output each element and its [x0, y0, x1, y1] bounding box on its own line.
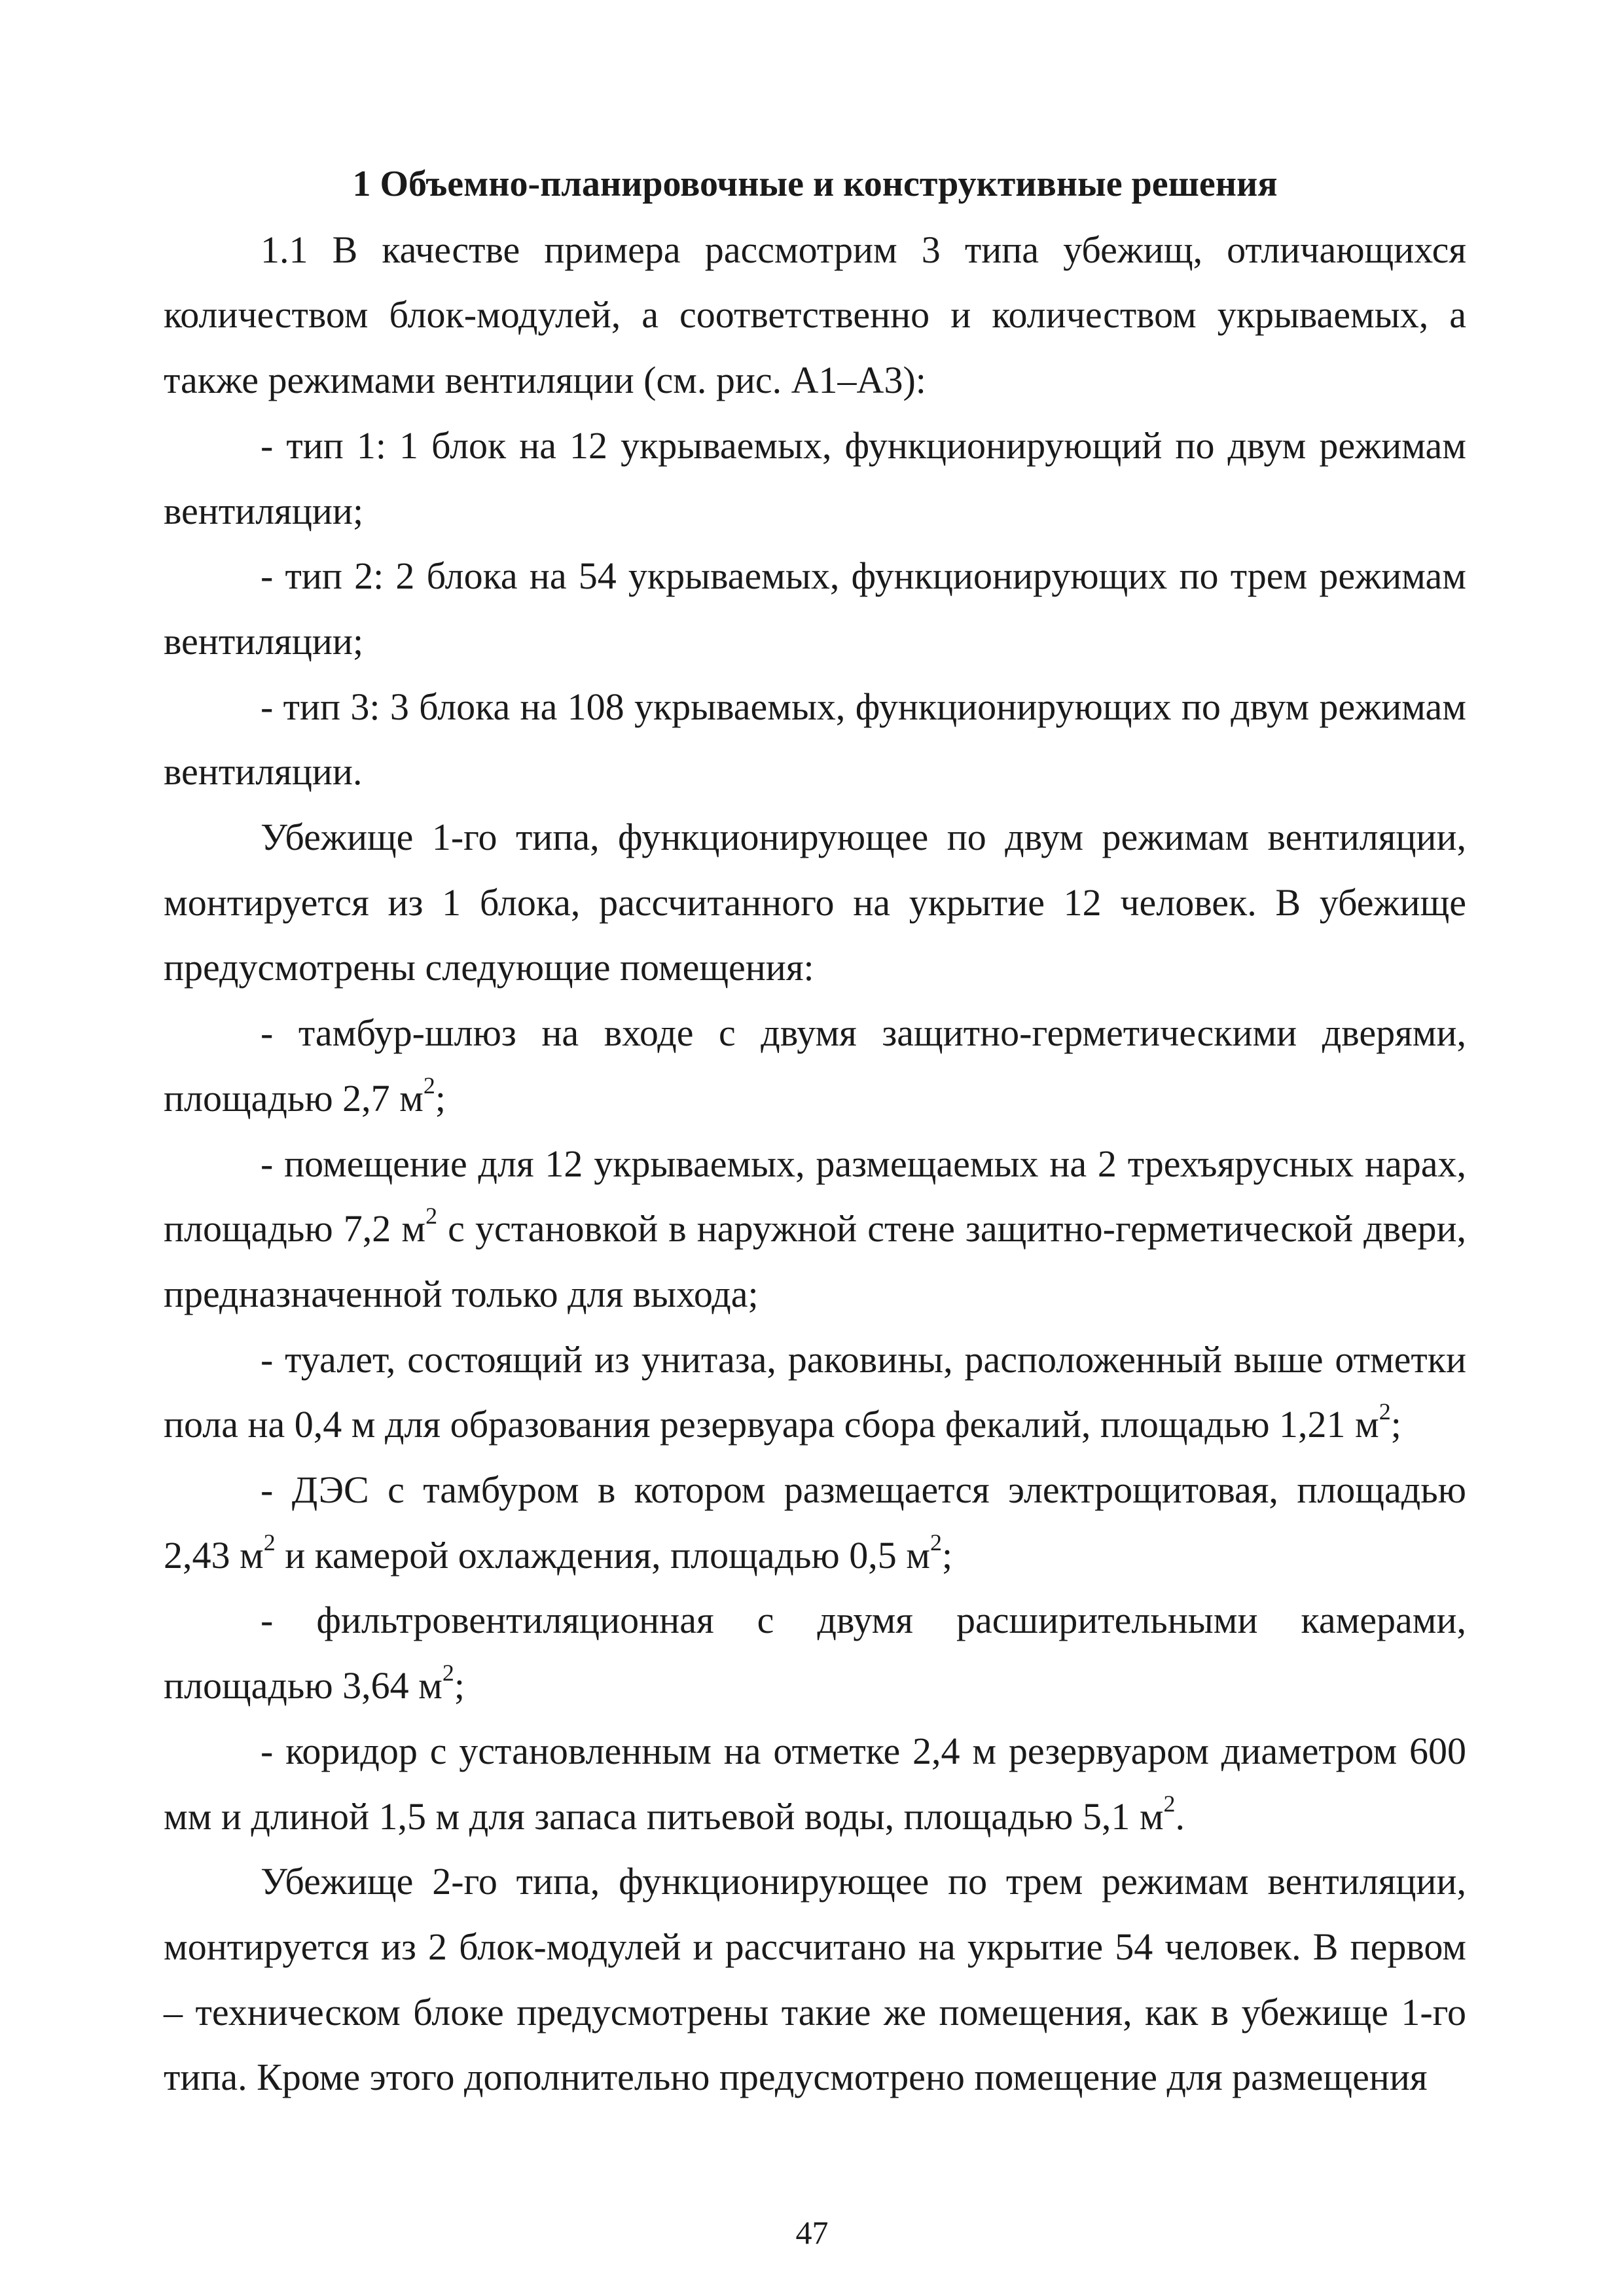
paragraph-shelter-type-2: Убежище 2-го типа, функционирующее по трем режимам вентиляции, монтируется из 2 блок-модулей и рассчитано на укрытие 54 человек. В первом – техническом блоке предусмотрены такие же помещения, как в убежище 1-го типа. Кроме этого дополнительно предусмотрено помещение для размещения: [164, 1860, 1466, 2099]
corridor-tail: .: [1175, 1795, 1185, 1838]
filter-ventilation-tail: ;: [454, 1664, 465, 1707]
filter-ventilation-superscript: 2: [442, 1660, 454, 1686]
list-item-corridor: [164, 1719, 1466, 1849]
list-item-toilet: [164, 1327, 1466, 1457]
shelter-room-text: - помещение для 12 укрываемых, размещаемых на 2 трехъярусных нарах, площадью 7,2 м: [164, 1142, 1466, 1250]
list-item-filter-ventilation: [164, 1588, 1466, 1718]
paragraph-shelter-type-1: Убежище 1-го типа, функционирующее по двум режимам вентиляции, монтируется из 1 блока, рассчитанного на укрытие 12 человек. В убежище предусмотрены следующие помещения:: [164, 816, 1466, 989]
diesel-station-superscript-2: 2: [929, 1529, 942, 1556]
diesel-station-mid: и камерой охлаждения, площадью 0,5 м: [275, 1533, 930, 1576]
corridor-text: - коридор с установленным на отметке 2,4 м резервуаром диаметром 600 мм и длиной 1,5 м для запаса питьевой воды, площадью 5,1 м: [164, 1729, 1466, 1838]
shelter-room-tail: с установкой в наружной стене защитно-герметической двери, предназначенной только для выхода;: [164, 1207, 1467, 1315]
paragraph-intro: 1.1 В качестве примера рассмотрим 3 типа убежищ, отличающихся количеством блок-модулей, а соответственно и количеством укрываемых, а также режимами вентиляции (см. рис. А1–А3):: [164, 228, 1466, 402]
toilet-text: - туалет, состоящий из унитаза, раковины, расположенный выше отметки пола на 0,4 м для образования резервуара сбора фекалий, площадью 1,21 м: [164, 1338, 1466, 1446]
toilet-tail: ;: [1390, 1403, 1401, 1446]
diesel-station-text: - ДЭС с тамбуром в котором размещается электрощитовая, площадью 2,43 м: [164, 1468, 1466, 1576]
list-item-diesel-station: [164, 1457, 1466, 1588]
airlock-text: - тамбур-шлюз на входе с двумя защитно-герметическими дверями, площадью 2,7 м: [164, 1011, 1466, 1120]
toilet-superscript: 2: [1379, 1398, 1391, 1425]
shelter-room-superscript: 2: [425, 1203, 438, 1230]
list-item-type-1: - тип 1: 1 блок на 12 укрываемых, функционирующий по двум режимам вентиляции;: [164, 424, 1466, 532]
corridor-superscript: 2: [1163, 1790, 1176, 1817]
list-item-type-3: - тип 3: 3 блока на 108 укрываемых, функционирующих по двум режимам вентиляции.: [164, 685, 1466, 793]
page-number: 47: [795, 2214, 829, 2251]
airlock-superscript: 2: [423, 1072, 435, 1099]
list-item-type-2: - тип 2: 2 блока на 54 укрываемых, функционирующих по трем режимам вентиляции;: [164, 555, 1466, 663]
list-item-shelter-room: [164, 1131, 1466, 1327]
airlock-tail: ;: [435, 1076, 446, 1120]
page-body: [164, 152, 1466, 2110]
section-heading: 1 Объемно-планировочные и конструктивные решения: [352, 164, 1278, 204]
filter-ventilation-text: - фильтровентиляционная с двумя расширительными камерами, площадью 3,64 м: [164, 1599, 1466, 1707]
list-item-airlock: [164, 1000, 1466, 1131]
diesel-station-tail: ;: [941, 1533, 953, 1576]
diesel-station-superscript: 2: [263, 1529, 276, 1556]
